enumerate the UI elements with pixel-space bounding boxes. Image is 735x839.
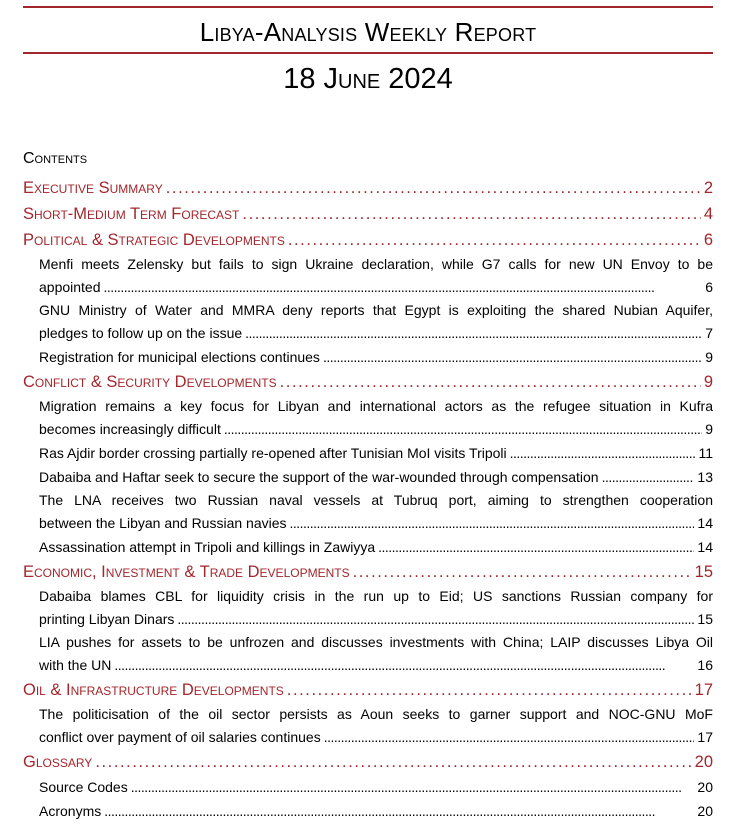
toc-leader-dots (177, 608, 694, 631)
toc-entry-title-line2: with the UN (39, 657, 112, 673)
toc-page-number: 9 (705, 421, 713, 437)
toc-page-number: 14 (697, 515, 713, 531)
toc-leader-dots (280, 369, 701, 395)
toc-subsection-entry[interactable] (23, 489, 713, 535)
toc-page-number: 4 (703, 205, 713, 223)
toc-section-entry[interactable] (23, 201, 713, 227)
toc-entry-title-line2: pledges to follow up on the issue (39, 325, 243, 341)
toc-entry-title-line2: printing Libyan Dinars (39, 611, 175, 627)
toc-entry-title-line1: Menfi meets Zelensky but fails to sign Ukraine declaration, while G7 calls for new UN Envoy to be (39, 256, 713, 272)
report-date: 18 June 2024 (283, 63, 453, 95)
toc-page-number: 13 (697, 469, 713, 485)
toc-leader-dots (104, 276, 703, 299)
toc-leader-dots (131, 775, 695, 799)
toc-entry-title: Acronyms (39, 803, 102, 819)
toc-page-number: 6 (703, 231, 713, 249)
toc-leader-dots (224, 418, 702, 441)
toc-page-number: 17 (697, 729, 713, 745)
header-rule-bottom (23, 52, 713, 54)
toc-entry-title-line1: Dabaiba blames CBL for liquidity crisis in the run up to Eid; US sanctions Russian company for (39, 588, 713, 604)
toc-subsection-entry[interactable] (23, 799, 713, 823)
toc-entry-title-line2: between the Libyan and Russian navies (39, 515, 287, 531)
toc-entry-title-line1: The LNA receives two Russian naval vessels at Tubruq port, aiming to strengthen cooperation (39, 492, 713, 508)
toc-page-number: 15 (694, 563, 713, 581)
toc-page-number: 20 (697, 803, 713, 819)
toc-page-number: 7 (705, 325, 713, 341)
toc-subsection-entry[interactable] (23, 345, 713, 369)
toc-entry-title: Ras Ajdir border crossing partially re-opened after Tunisian MoI visits Tripoli (39, 445, 507, 461)
toc-page-number: 9 (705, 349, 713, 365)
toc-section-entry[interactable] (23, 369, 713, 395)
toc-leader-dots (114, 654, 694, 677)
toc-leader-dots (242, 201, 700, 227)
toc-entry-title-line1: GNU Ministry of Water and MMRA deny reports that Egypt is exploiting the shared Nubian Aquifer, (39, 302, 713, 318)
toc-leader-dots (290, 512, 695, 535)
toc-page-number: 16 (697, 657, 713, 673)
toc-section-entry[interactable] (23, 749, 713, 775)
toc-subsection-entry[interactable] (23, 441, 713, 465)
toc-section-entry[interactable] (23, 227, 713, 253)
toc-entry-title: Dabaiba and Haftar seek to secure the support of the war-wounded through compensation (39, 469, 599, 485)
toc-subsection-entry[interactable] (23, 465, 713, 489)
toc-entry-title-line1: The politicisation of the oil sector persists as Aoun seeks to garner support and NOC-GNU MoF (39, 706, 713, 722)
toc-leader-dots (104, 799, 694, 823)
toc-subsection-entry[interactable] (23, 253, 713, 299)
toc-leader-dots (245, 322, 702, 345)
toc-page-number: 11 (698, 445, 713, 461)
toc-entry-title-line2: becomes increasingly difficult (39, 421, 221, 437)
toc-leader-dots (323, 345, 702, 369)
contents-heading: Contents (23, 150, 88, 167)
toc-entry-title-line1: LIA pushes for assets to be unfrozen and discusses investments with China; LAIP discusses Libya Oil (39, 634, 713, 650)
toc-entry-title: Glossary (23, 753, 93, 771)
toc-subsection-entry[interactable] (23, 703, 713, 749)
toc-subsection-entry[interactable] (23, 585, 713, 631)
toc-entry-title: Economic, Investment & Trade Developments (23, 563, 350, 581)
toc-leader-dots (324, 726, 695, 749)
header-rule-top (23, 6, 713, 8)
toc-page-number: 20 (694, 753, 713, 771)
toc-subsection-entry[interactable] (23, 775, 713, 799)
toc-subsection-entry[interactable] (23, 299, 713, 345)
toc-entry-title: Executive Summary (23, 179, 163, 197)
toc-leader-dots (166, 175, 701, 201)
toc-section-entry[interactable] (23, 677, 713, 703)
toc-page-number: 6 (705, 279, 713, 295)
toc-subsection-entry[interactable] (23, 535, 713, 559)
toc-page-number: 14 (697, 539, 713, 555)
toc-entry-title: Short-Medium Term Forecast (23, 205, 240, 223)
toc-entry-title: Registration for municipal elections continues (39, 349, 320, 365)
toc-page-number: 2 (703, 179, 713, 197)
toc-entry-title: Conflict & Security Developments (23, 373, 277, 391)
toc-section-entry[interactable] (23, 559, 713, 585)
toc-entry-title-line2: conflict over payment of oil salaries continues (39, 729, 321, 745)
toc-leader-dots (378, 535, 694, 559)
toc-entry-title: Political & Strategic Developments (23, 231, 285, 249)
toc-page-number: 17 (694, 681, 713, 699)
toc-page-number: 15 (697, 611, 713, 627)
toc-subsection-entry[interactable] (23, 631, 713, 677)
toc-entry-title: Oil & Infrastructure Developments (23, 681, 284, 699)
toc-entry-title: Assassination attempt in Tripoli and killings in Zawiyya (39, 539, 376, 555)
toc-entry-title: Source Codes (39, 779, 128, 795)
toc-page-number: 20 (697, 779, 713, 795)
toc-leader-dots (602, 465, 695, 489)
toc-leader-dots (288, 227, 701, 253)
toc-leader-dots (510, 441, 696, 465)
toc-leader-dots (95, 749, 691, 775)
toc-entry-title-line2: appointed (39, 279, 101, 295)
toc-leader-dots (287, 677, 692, 703)
toc-section-entry[interactable] (23, 175, 713, 201)
toc-subsection-entry[interactable] (23, 395, 713, 441)
toc-leader-dots (353, 559, 692, 585)
table-of-contents (23, 175, 713, 823)
toc-entry-title-line1: Migration remains a key focus for Libyan and international actors as the refugee situation in Kufra (39, 398, 713, 414)
toc-page-number: 9 (703, 373, 713, 391)
report-title: Libya-Analysis Weekly Report (199, 17, 537, 47)
